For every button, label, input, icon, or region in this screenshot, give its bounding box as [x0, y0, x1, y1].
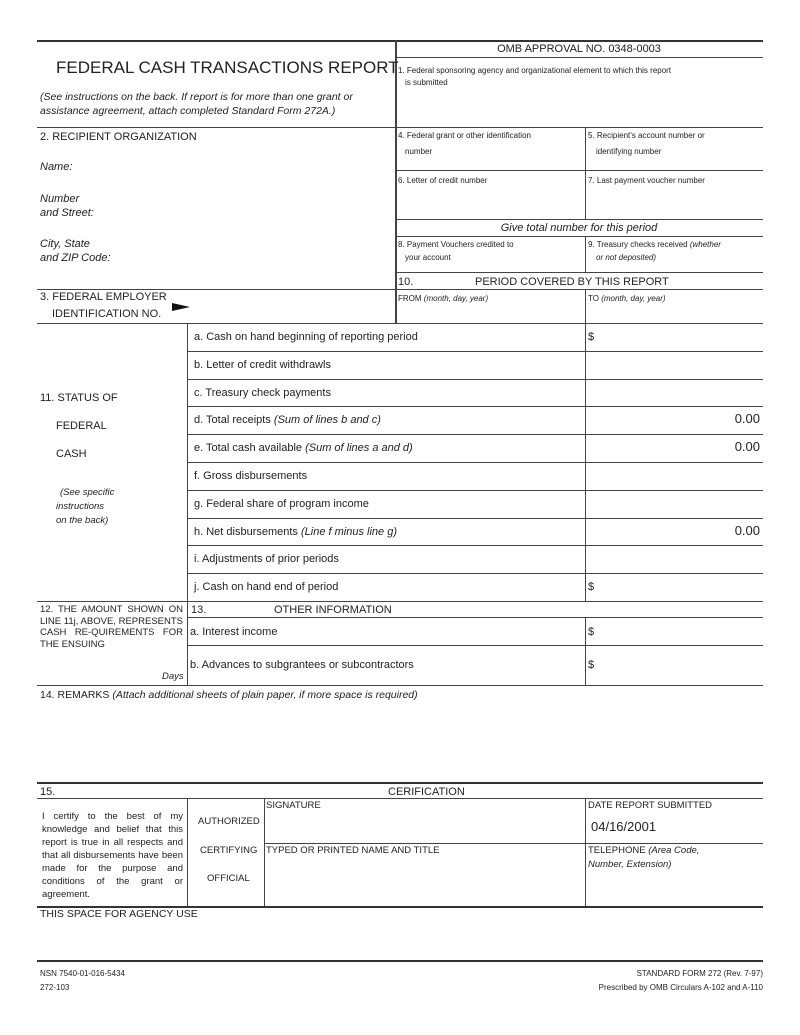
row-label: h. Net disbursements — [194, 525, 301, 538]
row-hint: (Line f minus line g) — [301, 525, 397, 538]
remarks-hint: (Attach additional sheets of plain paper, if more space is required) — [112, 689, 418, 701]
row-label: d. Total receipts — [194, 414, 274, 427]
row-label: b. Letter of credit withdrawls — [194, 358, 331, 371]
divider — [187, 490, 763, 491]
status-row-value[interactable]: 0.00 — [734, 439, 760, 455]
divider — [187, 545, 763, 546]
date-submitted-value[interactable]: 04/16/2001 — [591, 819, 657, 834]
street-label: Number — [40, 193, 80, 205]
status-row-value[interactable]: 0.00 — [734, 411, 760, 427]
status-row-label — [194, 470, 307, 482]
box7-label: 7. Last payment voucher number — [588, 176, 705, 185]
box9-label: 9. Treasury checks received — [588, 240, 688, 249]
divider — [585, 289, 586, 323]
divider — [585, 617, 586, 685]
status-label: 11. STATUS OF — [40, 392, 118, 404]
divider — [37, 289, 763, 290]
status-label: FEDERAL — [56, 420, 107, 432]
divider — [187, 645, 763, 646]
name-label: Name: — [40, 161, 73, 173]
divider — [187, 406, 763, 407]
divider — [585, 798, 586, 906]
row-label: e. Total cash available — [194, 442, 306, 455]
divider — [264, 843, 763, 844]
row-label: j. Cash on hand end of period — [194, 581, 339, 594]
city-label: and ZIP Code: — [40, 252, 111, 264]
divider — [395, 272, 763, 273]
name-title-field[interactable]: TYPED OR PRINTED NAME AND TITLE — [266, 845, 440, 856]
divider — [395, 40, 397, 323]
divider — [187, 617, 763, 618]
divider — [187, 518, 763, 519]
status-row-value[interactable]: 0.00 — [734, 522, 760, 538]
give-total-heading: Give total number for this period — [500, 222, 658, 234]
row-label: f. Gross disbursements — [194, 470, 308, 482]
status-row-label — [194, 498, 369, 510]
authorized-label: AUTHORIZED — [198, 816, 260, 827]
box10-number: 10. — [398, 276, 414, 288]
box8-label: your account — [405, 253, 451, 262]
box15-number: 15. — [40, 786, 56, 798]
box12-text: 12. THE AMOUNT SHOWN ON LINE 11j, ABOVE, REPRESENTS CASH RE-QUIREMENTS FOR THE ENSUING — [40, 604, 183, 650]
status-row-label — [194, 387, 331, 399]
divider — [395, 219, 763, 220]
to-label: TO — [588, 294, 599, 303]
signature-field[interactable]: SIGNATURE — [266, 800, 321, 811]
period-covered-heading: PERIOD COVERED BY THIS REPORT — [475, 276, 669, 288]
box1-label: is submitted — [405, 78, 448, 87]
divider — [585, 236, 586, 272]
box1-label: 1. Federal sponsoring agency and organizational element to which this report — [398, 66, 672, 75]
status-row-label — [194, 331, 418, 343]
other-information-heading: OTHER INFORMATION — [274, 604, 392, 616]
days-label: Days — [162, 671, 184, 682]
status-note: on the back) — [56, 515, 109, 526]
row-hint: (Sum of lines b and c) — [273, 414, 381, 427]
divider — [395, 170, 763, 171]
street-label: and Street: — [40, 207, 94, 219]
divider — [37, 40, 763, 42]
divider — [37, 685, 763, 686]
divider — [264, 798, 265, 906]
status-note: (See specific — [60, 487, 115, 498]
status-row-label — [194, 359, 331, 371]
divider — [187, 573, 763, 574]
box9-hint: or not deposited) — [596, 253, 657, 262]
telephone-label: TELEPHONE — [588, 845, 646, 856]
divider — [37, 798, 763, 799]
divider — [187, 323, 188, 685]
recipient-organization-label: 2. RECIPIENT ORGANIZATION — [40, 131, 197, 143]
from-label: FROM — [398, 294, 422, 303]
box13-number: 13. — [191, 604, 207, 616]
status-row-label — [194, 414, 381, 426]
instructions: assistance agreement, attach completed Standard Form 272A.) — [40, 105, 336, 117]
row-label: a. Cash on hand beginning of reporting period — [194, 331, 418, 343]
divider — [187, 798, 188, 906]
telephone-hint: Number, Extension) — [588, 859, 672, 870]
box5-label: identifying number — [596, 147, 662, 156]
certifying-label: CERTIFYING — [200, 845, 258, 856]
arrow-right-icon — [172, 303, 190, 311]
advances-label: b. Advances to subgrantees or subcontractors — [190, 659, 414, 671]
box5-label: 5. Recipient's account number or — [588, 131, 705, 140]
telephone-hint: (Area Code, — [648, 845, 700, 856]
instructions: (See instructions on the back. If report is for more than one grant or — [40, 91, 353, 103]
form-title: FEDERAL CASH TRANSACTIONS REPORT — [56, 58, 399, 77]
status-row-value[interactable]: $ — [588, 581, 595, 594]
divider — [585, 127, 586, 219]
box4-label: 4. Federal grant or other identification — [398, 131, 531, 140]
row-label: i. Adjustments of prior periods — [194, 553, 339, 566]
divider — [395, 236, 763, 237]
certification-heading: CERIFICATION — [388, 786, 465, 798]
divider — [37, 960, 763, 962]
divider — [37, 323, 763, 324]
standard-form-number: STANDARD FORM 272 (Rev. 7-97) — [636, 969, 763, 978]
box8-label: 8. Payment Vouchers credited to — [398, 240, 514, 249]
official-label: OFFICIAL — [207, 873, 250, 884]
nsn-number: NSN 7540-01-016-5434 — [40, 969, 125, 978]
to-hint: (month, day, year) — [601, 294, 666, 303]
status-row-label — [194, 442, 413, 454]
omb-approval: OMB APPROVAL NO. 0348-0003 — [497, 43, 661, 55]
remarks-label: 14. REMARKS — [40, 689, 110, 701]
from-hint: (month, day, year) — [423, 294, 489, 303]
form-code: 272-103 — [40, 983, 70, 992]
row-label: c. Treasury check payments — [194, 386, 331, 399]
interest-income-label: a. Interest income — [190, 626, 278, 638]
box4-label: number — [405, 147, 433, 156]
employer-id-label: 3. FEDERAL EMPLOYER — [40, 291, 167, 303]
divider — [187, 462, 763, 463]
row-label: g. Federal share of program income — [194, 497, 369, 510]
divider — [395, 57, 763, 58]
box6-label: 6. Letter of credit number — [398, 176, 488, 185]
agency-use-label: THIS SPACE FOR AGENCY USE — [40, 908, 198, 920]
divider — [37, 127, 763, 128]
status-row-value[interactable]: $ — [588, 331, 595, 343]
divider — [187, 379, 763, 380]
status-row-label — [194, 553, 339, 565]
divider — [37, 782, 763, 784]
status-label: CASH — [56, 448, 87, 460]
divider — [37, 601, 763, 602]
row-hint: (Sum of lines a and d) — [305, 442, 413, 455]
certification-text: I certify to the best of my knowledge and belief that this report is true in all respects and that all disbursements have been made for the purpose and conditions of the grant or agreement. — [42, 811, 183, 900]
interest-income-field[interactable]: $ — [588, 626, 595, 638]
status-row-label — [194, 581, 338, 593]
divider — [187, 351, 763, 352]
employer-id-label: IDENTIFICATION NO. — [52, 308, 162, 320]
advances-field[interactable]: $ — [588, 659, 595, 671]
divider — [187, 434, 763, 435]
date-submitted-label: DATE REPORT SUBMITTED — [588, 800, 713, 811]
status-note: instructions — [56, 501, 105, 512]
city-label: City, State — [40, 238, 90, 250]
box9-hint: (whether — [689, 240, 721, 249]
prescribed-by: Prescribed by OMB Circulars A-102 and A-110 — [598, 983, 763, 992]
status-row-label — [194, 526, 397, 538]
